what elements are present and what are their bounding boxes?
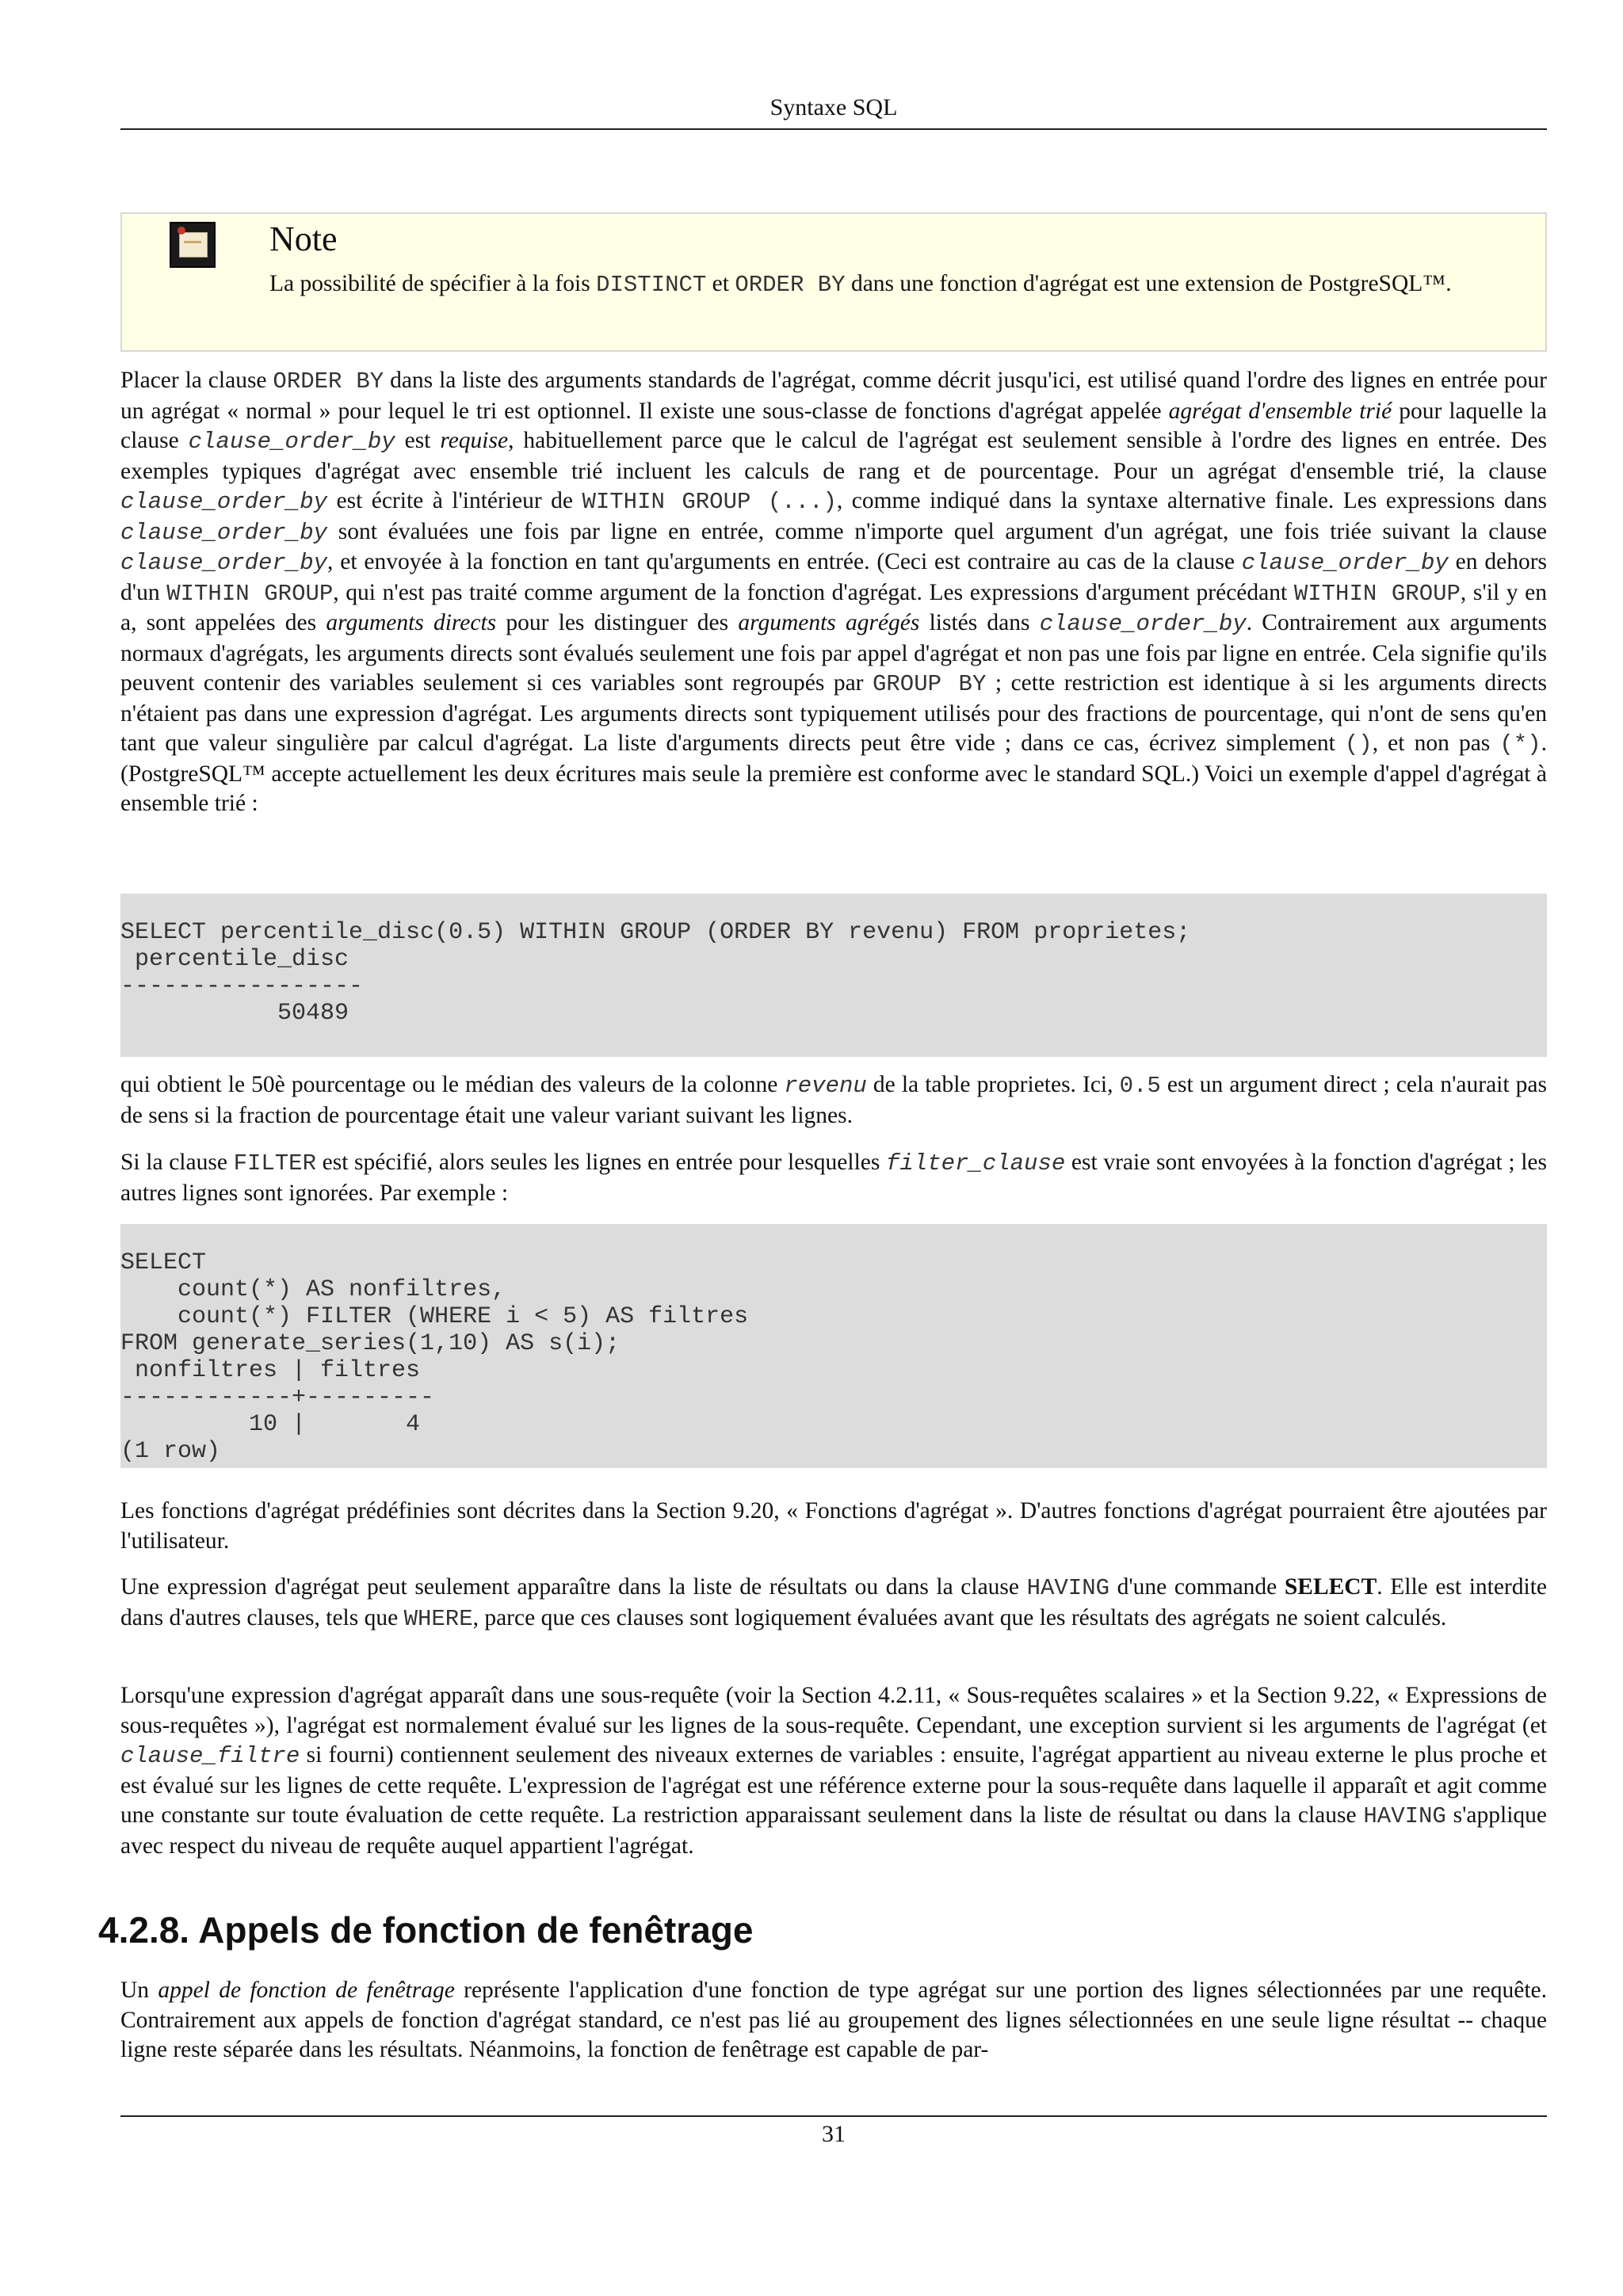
footer-rule (120, 2115, 1547, 2117)
code-percentile: SELECT percentile_disc(0.5) WITHIN GROUP (ORDER BY revenu) FROM proprietes; percentile_disc ----------------- 50489 (120, 919, 1191, 1027)
paragraph-median: qui obtient le 50è pourcentage ou le médian des valeurs de la colonne revenu de la table proprietes. Ici, 0.5 est un argument direct ; cela n'aurait pas de sens si la fraction de pourcentage était une valeur variant suivant les lignes. (120, 1072, 1547, 1128)
paragraph-ordered-set: Placer la clause ORDER BY dans la liste des arguments standards de l'agrégat, comme décrit jusqu'ici, est utilisé quand l'ordre des lignes en entrée pour un agrégat « normal » pour lequel le tri est optionnel. Il existe une sous-classe de fonctions d'agrégat appelée agrégat d'ensemble trié pour laquelle la clause clause_order_by est requise, habituellement parce que le calcul de l'agrégat est seulement sensible à l'ordre des lignes en entrée. Des exemples typiques d'agrégat avec ensemble trié incluent les calculs de rang et de pourcentage. Pour un agrégat d'ensemble trié, la clause clause_order_by est écrite à l'intérieur de WITHIN GROUP (...), comme indiqué dans la syntaxe alternative finale. Les expressions dans clause_order_by sont évaluées une fois par ligne en entrée, comme n'importe quel argument d'un agrégat, une fois triée suivant la clause clause_order_by, et envoyée à la fonction en tant qu'arguments en entrée. (Ceci est contraire au cas de la clause clause_order_by en dehors d'un WITHIN GROUP, qui n'est pas traité comme argument de la fonction d'agrégat. Les expressions d'argument précédant WITHIN GROUP, s'il y en a, sont appelées des arguments directs pour les distinguer des arguments agrégés listés dans clause_order_by. Contrairement aux arguments normaux d'agrégats, les arguments directs sont évalués seulement une fois par appel d'agrégat et non pas une fois par ligne en entrée. Cela signifie qu'ils peuvent contenir des variables seulement si ces variables sont regroupés par GROUP BY ; cette restriction est identique à si les arguments directs n'étaient pas dans une expression d'agrégat. Les arguments directs sont typiquement utilisés pour des fractions de pourcentage, qui n'ont de sens qu'en tant que valeur singulière par calcul d'agrégat. La liste d'arguments directs peut être vide ; dans ce cas, écrivez simplement (), et non pas (*). (PostgreSQL™ accepte actuellement les deux écritures mais seule la première est conforme avec le standard SQL.) Voici un exemple d'appel d'agrégat à ensemble trié : (120, 368, 1548, 816)
note-icon (170, 222, 216, 268)
paragraph-subquery: Lorsqu'une expression d'agrégat apparaît dans une sous-requête (voir la Section 4.2.11, « Sous-requêtes scalaires » et la Section 9.22, « Expressions de sous-requêtes »), l'agrégat est normalement évalué sur les lignes de la sous-requête. Cependant, une exception survient si les arguments de l'agrégat (et clause_filtre si fourni) contiennent seulement des niveaux externes de variables : ensuite, l'agrégat appartient au niveau externe le plus proche et est évalué sur les lignes de cette requête. L'expression de l'agrégat est une référence externe pour la sous-requête dans laquelle il apparaît et agit comme une constante sur toute évaluation de cette requête. La restriction apparaissant seulement dans la liste de résultat ou dans la clause HAVING s'applique avec respect du niveau de requête auquel appartient l'agrégat. (120, 1683, 1547, 1859)
note-box (120, 212, 1547, 352)
code-block-percentile (120, 894, 1547, 1057)
note-title: Note (269, 219, 338, 258)
page-number: 31 (822, 2121, 846, 2147)
paragraph-filter: Si la clause FILTER est spécifié, alors seules les lignes en entrée pour lesquelles filter_clause est vraie sont envoyées à la fonction d'agrégat ; les autres lignes sont ignorées. Par exemple : (120, 1150, 1547, 1206)
running-header: Syntaxe SQL (120, 93, 1547, 130)
section-title: 4.2.8. Appels de fonction de fenêtrage (98, 1909, 754, 1951)
paragraph-having: Une expression d'agrégat peut seulement apparaître dans la liste de résultats ou dans la clause HAVING d'une commande SELECT. Elle est interdite dans d'autres clauses, tels que WHERE, parce que ces clauses sont logiquement évaluées avant que les résultats des agrégats ne soient calculés. (120, 1574, 1547, 1632)
code-block-filter (120, 1224, 1547, 1468)
paragraph-predefined: Les fonctions d'agrégat prédéfinies sont décrites dans la Section 9.20, « Fonctions d'agrégat ». D'autres fonctions d'agrégat pourraient être ajoutées par l'utilisateur. (120, 1498, 1547, 1554)
code-filter: SELECT count(*) AS nonfiltres, count(*) FILTER (WHERE i < 5) AS filtres FROM generate_series(1,10) AS s(i); nonfiltres | filtres ------------+--------- 10 | 4 (1 row) (120, 1249, 749, 1465)
note-body: La possibilité de spécifier à la fois DISTINCT et ORDER BY dans une fonction d'agrégat est une extension de PostgreSQL™. (269, 271, 1452, 298)
paragraph-window: Un appel de fonction de fenêtrage représente l'application d'une fonction de type agrégat sur une portion des lignes sélectionnées par une requête. Contrairement aux appels de fonction d'agrégat standard, ce n'est pas lié au groupement des lignes sélectionnées en une seule ligne résultat -- chaque ligne reste séparée dans les résultats. Néanmoins, la fonction de fenêtrage est capable de par- (120, 1978, 1548, 2062)
